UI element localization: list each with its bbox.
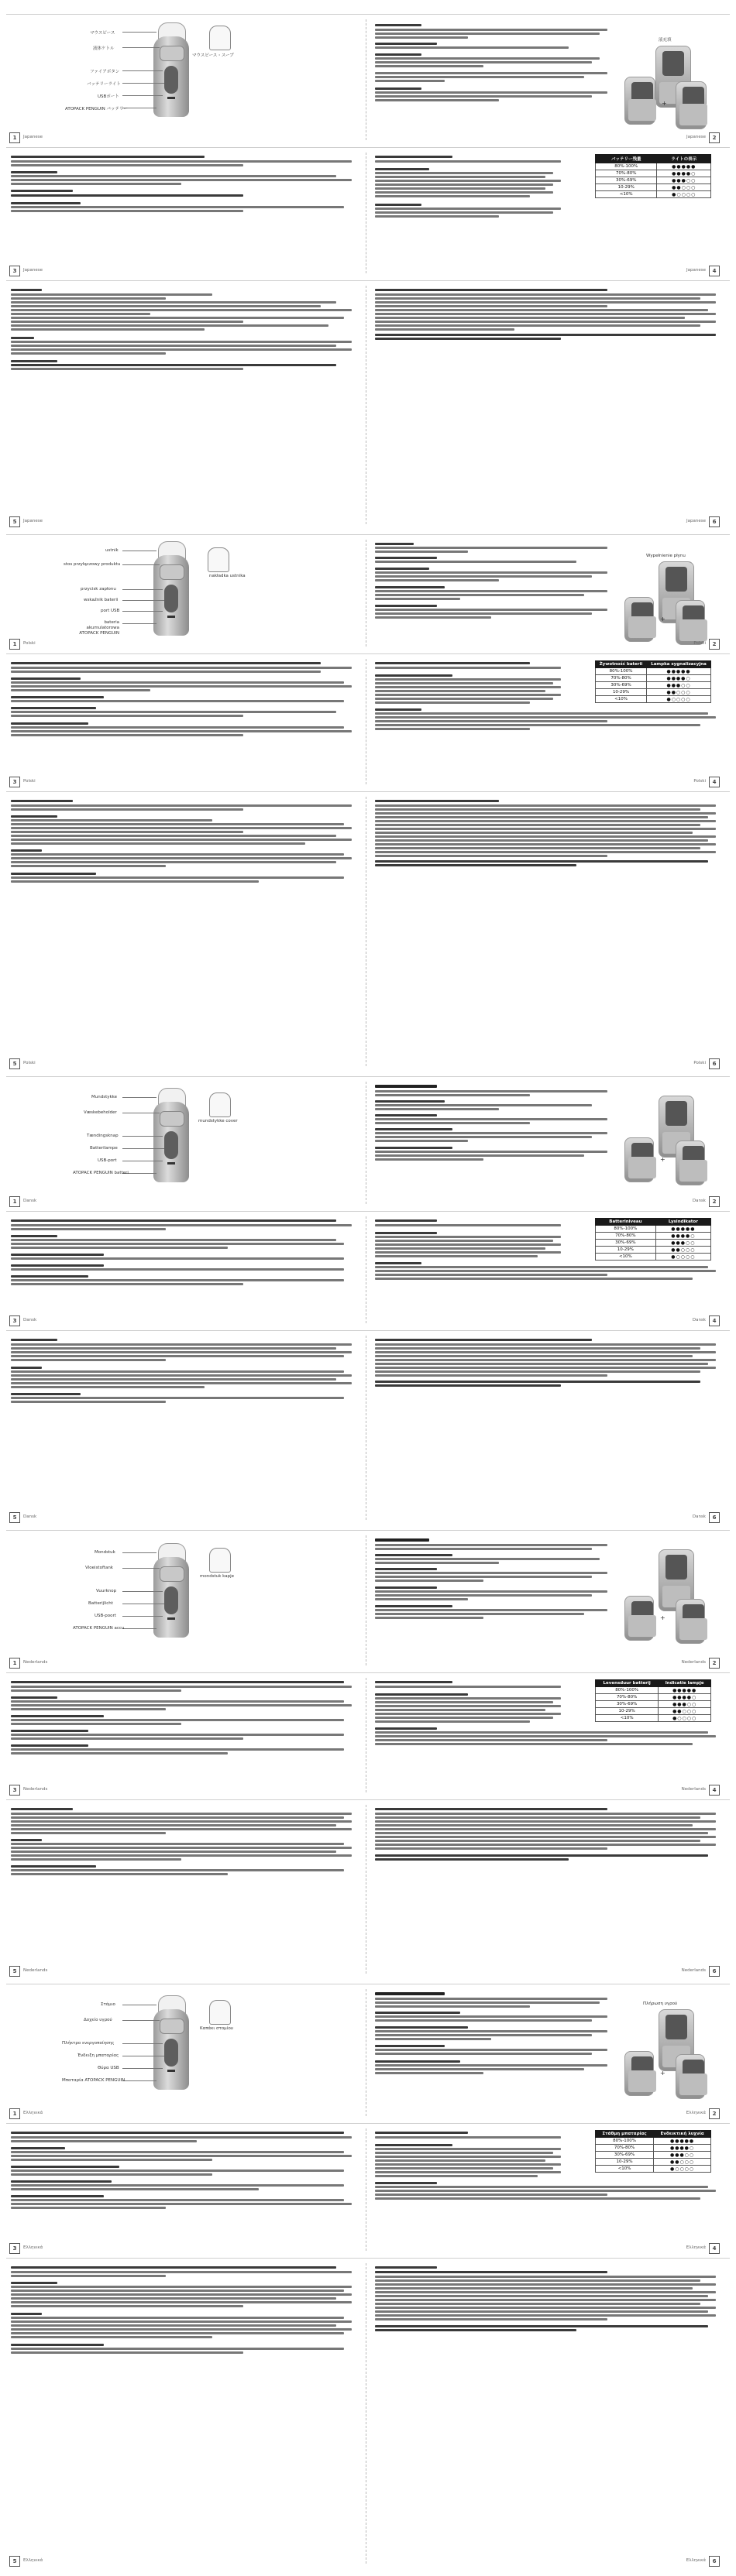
da-spread-3 [6, 1330, 730, 1525]
assembled-photo [676, 81, 707, 129]
language-label: Ελληνικά [686, 2558, 706, 2563]
callout-label: USB-port [98, 1158, 117, 1163]
page-number: 5 [9, 1058, 20, 1069]
callout-label: Batterilampe [90, 1146, 118, 1151]
page-number: 3 [9, 1785, 20, 1796]
callout-label: バッテリーライト [87, 82, 121, 87]
callout-label: Vloeistoftank [85, 1566, 113, 1570]
table-row: 10-29% ●●○○○ [596, 2159, 711, 2166]
table-header: ライトの表示 [657, 155, 711, 163]
language-label: Nederlands [23, 1660, 48, 1665]
page-number: 2 [709, 1196, 720, 1207]
page-number: 1 [9, 1658, 20, 1669]
battery-level-table [595, 1218, 711, 1261]
language-label: Dansk [23, 1514, 37, 1519]
table-header: Στάθμη μπαταρίας [596, 2131, 654, 2138]
page-number: 6 [709, 1966, 720, 1977]
mouthpiece-cap-illustration [209, 1092, 231, 1117]
atopack-device-illustration [153, 1543, 189, 1638]
table-row: 80%-100% ●●●●● [596, 2138, 711, 2145]
table-header: Ενδεικτική λυχνία [654, 2131, 711, 2138]
atopack-device-illustration [153, 541, 189, 636]
callout-label: wskaźnik baterii [84, 598, 119, 602]
language-label: Japanese [686, 135, 706, 139]
language-label: Japanese [686, 268, 706, 273]
atopack-device-illustration [153, 22, 189, 117]
callout-label: Vuurknop [96, 1589, 117, 1593]
callout-label: マウスピース・スープ [192, 53, 234, 58]
callout-label: Mundstykke [91, 1095, 118, 1099]
mouthpiece-cap-illustration [209, 26, 231, 50]
table-row: 30%-69% ●●●○○ [596, 682, 711, 689]
language-label: Polski [23, 641, 36, 646]
language-label: Polski [23, 1061, 36, 1065]
da-spread-2 [6, 1211, 730, 1328]
fire-button-part [164, 66, 178, 94]
table-header: Lysindikator [655, 1219, 710, 1226]
table-row: 30%-69% ●●●○○ [596, 2152, 711, 2159]
callout-label: Væskebeholder [84, 1110, 117, 1115]
tank-part [160, 46, 184, 61]
ja-spread-3 [6, 280, 730, 529]
table-row: <10% ●○○○○ [596, 696, 711, 703]
nl-spread-3 [6, 1799, 730, 1978]
language-label: Japanese [23, 268, 43, 273]
battery-level-table [595, 2130, 711, 2173]
page-number: 4 [709, 777, 720, 787]
page-number: 1 [9, 132, 20, 143]
assembled-photo [676, 1599, 705, 1644]
language-label: Dansk [692, 1199, 706, 1203]
callout-label: Πλήκτρο ενεργοποίησης [62, 2041, 115, 2046]
plus-icon: + [660, 1614, 665, 1621]
da-spread-1 [6, 1076, 730, 1209]
el-spread-3 [6, 2258, 730, 2568]
table-row: 10-29% ●●○○○ [596, 1247, 711, 1254]
callout-label: bateria akumulatorowa ATOPACK PENGUIN [79, 620, 119, 636]
battery-led-part [167, 97, 175, 99]
callout-label: ATOPACK PENGUIN accu [73, 1626, 125, 1631]
page-number: 6 [709, 1512, 720, 1523]
ja-spread-1 [6, 14, 730, 145]
mouthpiece-cap-illustration [208, 547, 229, 572]
language-label: Polski [693, 779, 706, 784]
callout-label: USBポート [98, 94, 119, 99]
page-number: 5 [9, 2556, 20, 2567]
page-number: 5 [9, 1512, 20, 1523]
callout-label: Στόμιο [101, 2002, 115, 2007]
atopack-device-illustration [153, 1995, 189, 2090]
assembly-photo [624, 77, 655, 125]
page-number: 3 [9, 266, 20, 276]
callout-label: Ένδειξη μπαταρίας [77, 2053, 119, 2058]
page-number: 1 [9, 2108, 20, 2119]
language-label: Ελληνικά [23, 2558, 43, 2563]
table-header: Batteriniveau [596, 1219, 656, 1226]
table-row: 10-29% ●●○○○ [596, 1708, 711, 1715]
table-row: 70%-80% ●●●●○ [596, 2145, 711, 2152]
page-number: 5 [9, 516, 20, 527]
callout-label: ATOPACK PENGUIN バッテリー [65, 107, 129, 111]
page-number: 4 [709, 1315, 720, 1326]
callout-label: port USB [101, 609, 120, 613]
mouthpiece-cap-illustration [209, 2000, 231, 2025]
table-header: Żywotność baterii [596, 661, 647, 668]
page-number: 6 [709, 2556, 720, 2567]
callout-label: stos przyłączowy produktu [64, 562, 121, 567]
table-row: <10% ●○○○○ [596, 191, 711, 198]
language-label: Dansk [692, 1318, 706, 1322]
language-label: Japanese [23, 519, 43, 523]
language-label: Ελληνικά [686, 2111, 706, 2115]
mouthpiece-cap-illustration [209, 1548, 231, 1573]
callout-label: przycisk zapłonu [81, 587, 116, 592]
table-row: 70%-80% ●●●●○ [596, 1233, 711, 1240]
fill-caption: Πλήρωση υγρού [643, 2001, 678, 2006]
nl-spread-2 [6, 1672, 730, 1797]
table-header: Indicatie lampje [659, 1680, 711, 1687]
table-row: 70%-80% ●●●●○ [596, 675, 711, 682]
table-row: 10-29% ●●○○○ [596, 689, 711, 696]
page-number: 4 [709, 1785, 720, 1796]
assembly-photo [624, 2051, 654, 2096]
language-label: Ελληνικά [686, 2245, 706, 2250]
callout-label: Καπάκι στομίου [200, 2026, 234, 2031]
table-row: 80%-100% ●●●●● [596, 1687, 711, 1694]
fill-caption: 液充填 [659, 38, 672, 43]
plus-icon: + [660, 2070, 665, 2077]
callout-label: USB-poort [95, 1614, 116, 1618]
table-row: 70%-80% ●●●●○ [596, 1694, 711, 1701]
el-spread-1 [6, 1984, 730, 2121]
battery-level-table [595, 154, 711, 198]
table-row: 80%-100% ●●●●● [596, 668, 711, 675]
table-row: 80%-100% ●●●●● [596, 1226, 711, 1233]
plus-icon: + [660, 616, 665, 623]
table-row: 80%-100% ●●●●● [596, 163, 711, 170]
callout-label: 液体ケトル [93, 46, 115, 51]
callout-label: mondstuk kapje [200, 1574, 235, 1579]
table-header: Levensduur batterij [596, 1680, 659, 1687]
callout-label: ファイアボタン [90, 70, 120, 74]
callout-label: Δοχείο υγρού [84, 2018, 112, 2022]
callout-label: Μπαταρία ATOPACK PENGUIN [62, 2078, 126, 2083]
assembly-photo [624, 1137, 654, 1182]
page-number: 2 [709, 639, 720, 650]
callout-label: Θύρα USB [98, 2066, 119, 2070]
table-header: Lampka sygnalizacyjna [647, 661, 711, 668]
callout-label: ATOPACK PENGUIN batteri [73, 1171, 129, 1175]
assembled-photo [676, 1141, 705, 1185]
language-label: Dansk [23, 1318, 37, 1322]
assembly-photo [624, 1596, 654, 1641]
page-number: 5 [9, 1966, 20, 1977]
language-label: Dansk [23, 1199, 37, 1203]
callout-label: マウスピース [90, 31, 115, 36]
table-row: 30%-69% ●●●○○ [596, 1240, 711, 1247]
page-number: 1 [9, 1196, 20, 1207]
page-number: 4 [709, 266, 720, 276]
language-label: Polski [693, 1061, 706, 1065]
language-label: Nederlands [681, 1968, 706, 1973]
language-label: Ελληνικά [23, 2111, 43, 2115]
page-number: 3 [9, 777, 20, 787]
table-header: バッテリー残量 [596, 155, 657, 163]
language-label: Nederlands [681, 1787, 706, 1792]
page-number: 6 [709, 1058, 720, 1069]
callout-label: mundstykke cover [198, 1119, 238, 1123]
pl-spread-2 [6, 653, 730, 789]
table-row: 30%-69% ●●●○○ [596, 1701, 711, 1708]
callout-label: ustnik [105, 548, 119, 553]
language-label: Nederlands [23, 1968, 48, 1973]
assembled-photo [676, 2054, 705, 2099]
callout-label: Tændingsknap [87, 1134, 119, 1138]
plus-icon: + [660, 1156, 665, 1163]
callout-label: nakładka ustnika [209, 574, 246, 578]
fill-caption: Wypełnienie płynu [646, 554, 686, 558]
language-label: Japanese [686, 519, 706, 523]
table-row: <10% ●○○○○ [596, 2166, 711, 2173]
table-row: 70%-80% ●●●●○ [596, 170, 711, 177]
page-number: 2 [709, 132, 720, 143]
language-label: Ελληνικά [23, 2245, 43, 2250]
plus-icon: + [662, 100, 667, 107]
pl-spread-1 [6, 534, 730, 651]
battery-level-table [595, 1679, 711, 1722]
table-row: <10% ●○○○○ [596, 1715, 711, 1722]
table-row: <10% ●○○○○ [596, 1254, 711, 1261]
page-number: 2 [709, 1658, 720, 1669]
assembly-photo [624, 597, 654, 642]
page-number: 2 [709, 2108, 720, 2119]
ja-spread-2 [6, 147, 730, 278]
language-label: Polski [693, 641, 706, 646]
language-label: Nederlands [681, 1660, 706, 1665]
language-label: Polski [23, 779, 36, 784]
language-label: Dansk [692, 1514, 706, 1519]
callout-label: Mondstuk [95, 1550, 115, 1555]
battery-level-table [595, 660, 711, 703]
table-row: 10-29% ●●○○○ [596, 184, 711, 191]
atopack-device-illustration [153, 1088, 189, 1182]
page-number: 3 [9, 1315, 20, 1326]
page-number: 6 [709, 516, 720, 527]
page-number: 1 [9, 639, 20, 650]
page-number: 3 [9, 2243, 20, 2254]
pl-spread-3 [6, 791, 730, 1071]
language-label: Nederlands [23, 1787, 48, 1792]
el-spread-2 [6, 2123, 730, 2255]
page-number: 4 [709, 2243, 720, 2254]
table-row: 30%-69% ●●●○○ [596, 177, 711, 184]
callout-label: Batterijlicht [88, 1601, 113, 1606]
nl-spread-1 [6, 1530, 730, 1670]
language-label: Japanese [23, 135, 43, 139]
